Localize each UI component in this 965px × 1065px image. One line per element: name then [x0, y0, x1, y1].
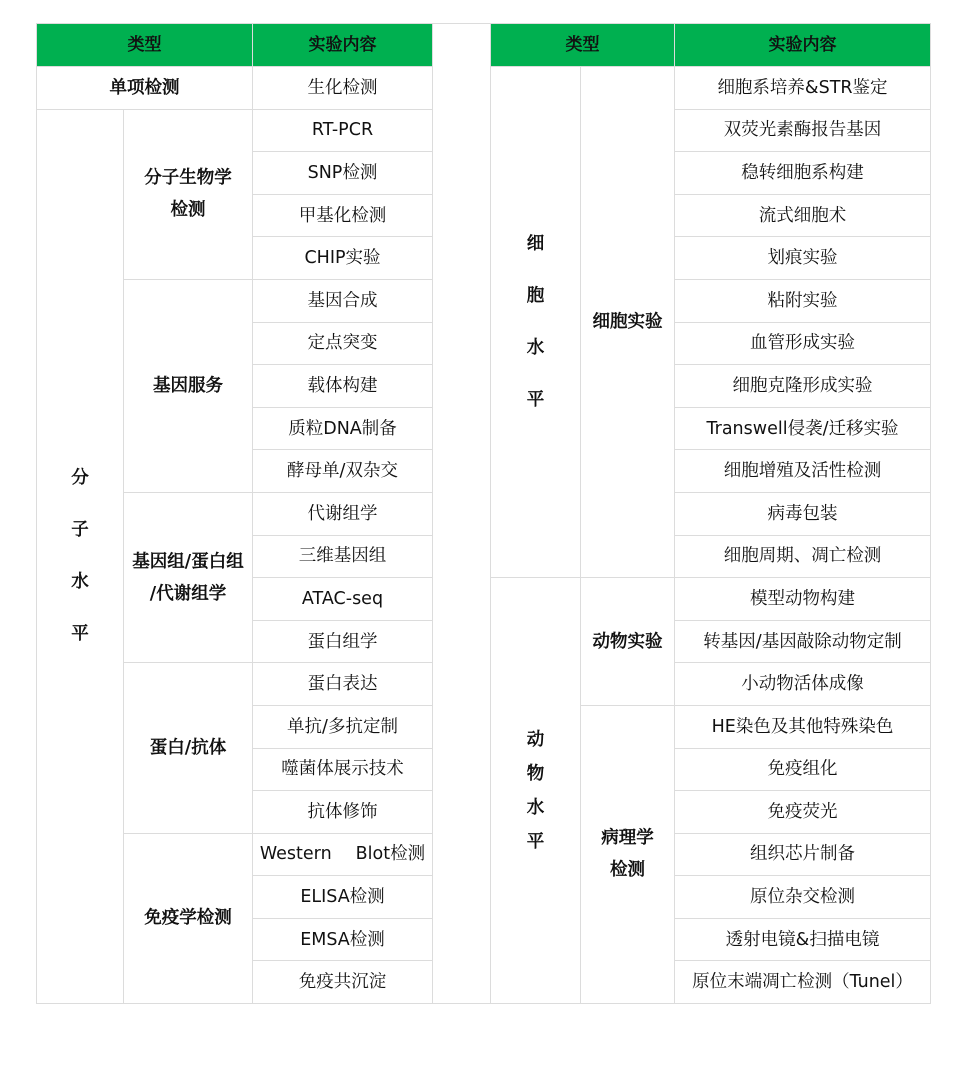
item-cell: 透射电镜&扫描电镜: [675, 918, 931, 961]
item-cell: 蛋白组学: [253, 620, 433, 663]
item-cell: EMSA检测: [253, 918, 433, 961]
table-header-row: [37, 24, 931, 67]
item-cell: 原位末端凋亡检测（Tunel）: [675, 961, 931, 1004]
item-cell: 三维基因组: [253, 535, 433, 578]
item-cell: 粘附实验: [675, 279, 931, 322]
item-cell: 免疫荧光: [675, 791, 931, 834]
item-cell: 代谢组学: [253, 492, 433, 535]
item-cell: 单抗/多抗定制: [253, 705, 433, 748]
group-cell-pathology: 病理学 检测: [581, 705, 675, 1003]
item-cell: 蛋白表达: [253, 663, 433, 706]
group-cell-omics: 基因组/蛋白组 /代谢组学: [124, 492, 253, 662]
left-header-type: 类型: [37, 24, 253, 67]
item-cell: 抗体修饰: [253, 791, 433, 834]
item-cell: Western Blot检测: [253, 833, 433, 876]
item-cell: 细胞增殖及活性检测: [675, 450, 931, 493]
item-cell: CHIP实验: [253, 237, 433, 280]
item-cell: 双荧光素酶报告基因: [675, 109, 931, 152]
item-cell: 模型动物构建: [675, 578, 931, 621]
item-cell: 病毒包装: [675, 492, 931, 535]
item-cell: ATAC-seq: [253, 578, 433, 621]
group-cell-immunology: 免疫学检测: [124, 833, 253, 1003]
item-cell: 噬菌体展示技术: [253, 748, 433, 791]
group-cell-molecular-biology: 分子生物学 检测: [124, 109, 253, 279]
item-cell: 细胞系培养&STR鉴定: [675, 67, 931, 110]
item-cell: 基因合成: [253, 279, 433, 322]
level-vertical-text: 细胞水平: [526, 234, 545, 411]
item-cell: 稳转细胞系构建: [675, 152, 931, 195]
item-cell: 流式细胞术: [675, 194, 931, 237]
item-cell: 血管形成实验: [675, 322, 931, 365]
level-cell-level: [491, 67, 581, 578]
item-cell: 载体构建: [253, 365, 433, 408]
item-cell: 质粒DNA制备: [253, 407, 433, 450]
item-cell: 生化检测: [253, 67, 433, 110]
level-vertical-text: 分子水平: [71, 468, 89, 645]
item-cell: 转基因/基因敲除动物定制: [675, 620, 931, 663]
item-cell: 定点突变: [253, 322, 433, 365]
item-cell: HE染色及其他特殊染色: [675, 705, 931, 748]
item-cell: 免疫共沉淀: [253, 961, 433, 1004]
table-spacer-column: [433, 24, 491, 1004]
level-cell-animal: [491, 578, 581, 1004]
category-single-test: 单项检测: [37, 67, 253, 110]
item-cell: 原位杂交检测: [675, 876, 931, 919]
item-cell: 组织芯片制备: [675, 833, 931, 876]
item-cell: 酵母单/双杂交: [253, 450, 433, 493]
item-cell: 划痕实验: [675, 237, 931, 280]
group-cell-experiment: 细胞实验: [581, 67, 675, 578]
group-cell-animal-experiment: 动物实验: [581, 578, 675, 706]
item-cell: SNP检测: [253, 152, 433, 195]
item-cell: RT-PCR: [253, 109, 433, 152]
item-cell: Transwell侵袭/迁移实验: [675, 407, 931, 450]
item-cell: ELISA检测: [253, 876, 433, 919]
level-cell-molecular: [37, 109, 124, 1003]
experiment-services-table: [36, 23, 931, 1004]
left-header-content: 实验内容: [253, 24, 433, 67]
group-cell-protein-antibody: 蛋白/抗体: [124, 663, 253, 833]
item-cell: 免疫组化: [675, 748, 931, 791]
item-cell: 细胞周期、凋亡检测: [675, 535, 931, 578]
level-vertical-text: 动物水平: [526, 729, 545, 852]
right-header-content: 实验内容: [675, 24, 931, 67]
item-cell: 细胞克隆形成实验: [675, 365, 931, 408]
group-cell-gene-service: 基因服务: [124, 279, 253, 492]
right-header-type: 类型: [491, 24, 675, 67]
item-cell: 小动物活体成像: [675, 663, 931, 706]
item-cell: 甲基化检测: [253, 194, 433, 237]
